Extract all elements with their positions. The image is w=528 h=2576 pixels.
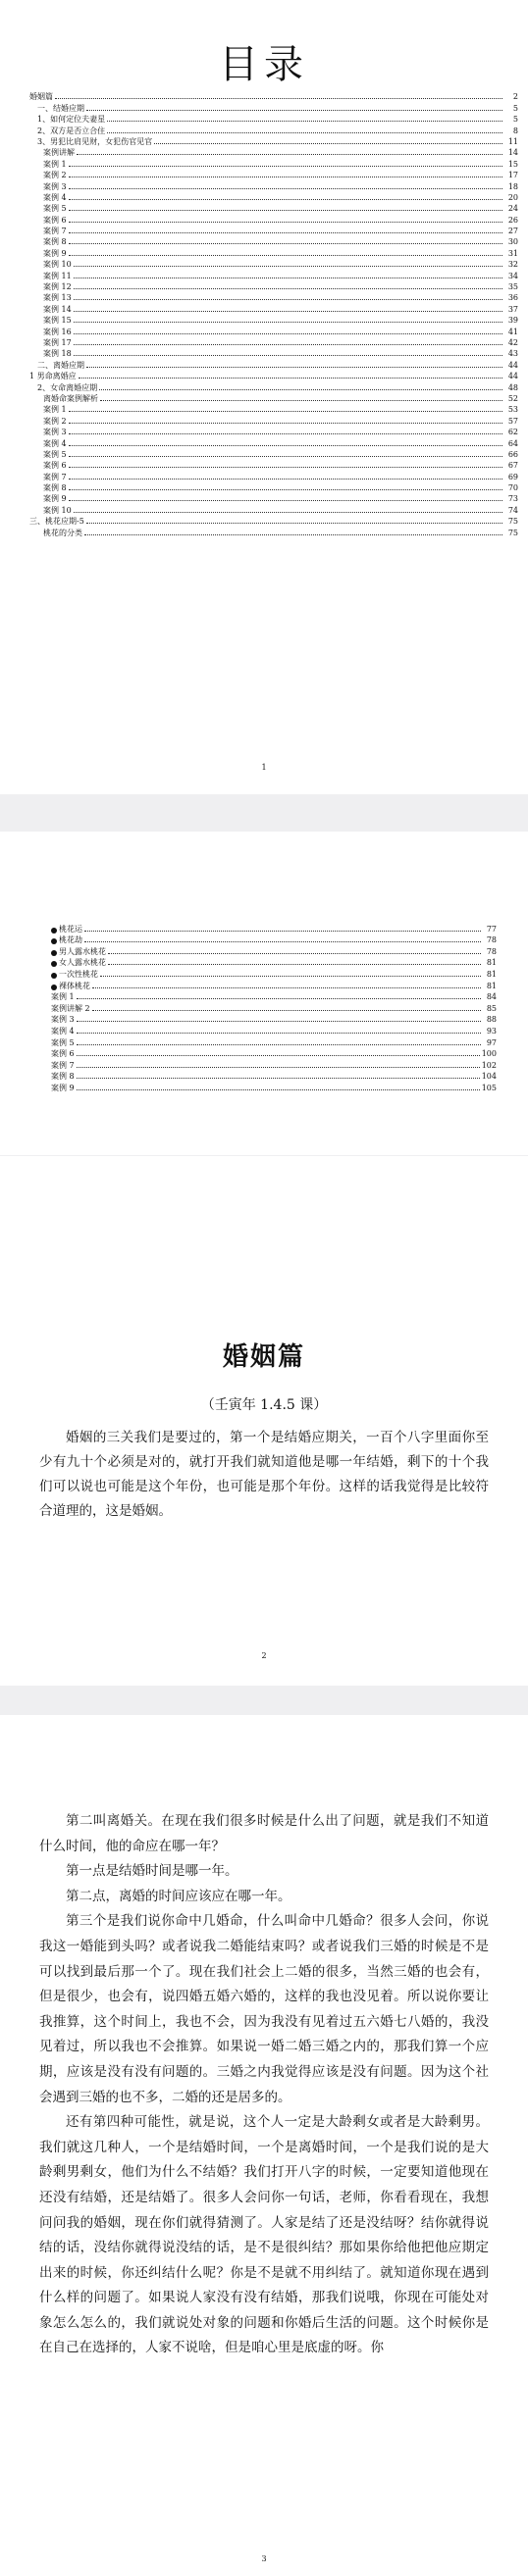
toc-entry[interactable] <box>29 503 518 514</box>
toc-leader-dots <box>77 998 481 999</box>
paragraph: 第二叫离婚关。在现在我们很多时候是什么出了问题，就是我们不知道什么时间，他的命应在哪一年？ <box>39 1813 489 1854</box>
toc-entry-page: 104 <box>481 1072 497 1082</box>
toc-leader-dots <box>74 355 502 356</box>
text-page <box>0 1715 528 2576</box>
toc-entry-page: 8 <box>512 126 518 135</box>
toc-entry[interactable] <box>51 1013 497 1025</box>
toc-entry-label: 案例 15 <box>43 316 72 326</box>
toc-entry-label: 桃花的分类 <box>43 528 82 537</box>
toc-leader-dots <box>69 166 502 167</box>
toc-entry-label: 婚姻篇 <box>29 92 53 102</box>
toc-entry-page: 78 <box>486 935 497 945</box>
toc-entry-label: 案例 5 <box>43 204 67 214</box>
toc-leader-dots <box>69 433 502 434</box>
toc-entry-page: 31 <box>507 248 518 258</box>
toc-entry-page: 35 <box>507 282 518 292</box>
toc-entry-label: 案例 9 <box>51 1083 75 1092</box>
toc-entry[interactable] <box>29 403 518 414</box>
page-gap <box>0 794 528 832</box>
toc-entry-page: 81 <box>486 958 497 968</box>
toc-entry-page: 44 <box>507 372 518 381</box>
toc-leader-dots <box>107 132 502 133</box>
toc-entry[interactable] <box>29 146 518 157</box>
toc-list <box>0 90 528 537</box>
toc-leader-dots <box>86 523 502 524</box>
toc-leader-dots <box>69 255 502 256</box>
toc-entry[interactable] <box>51 1035 497 1047</box>
toc-entry[interactable] <box>29 380 518 391</box>
toc-entry-page: 69 <box>507 472 518 481</box>
toc-entry-page: 70 <box>507 483 518 493</box>
toc-leader-dots <box>108 964 481 965</box>
toc-entry[interactable] <box>29 302 518 313</box>
toc-entry-page: 37 <box>507 304 518 314</box>
toc-page <box>0 0 528 794</box>
toc-entry[interactable] <box>29 436 518 447</box>
paragraph: 还有第四种可能性，就是说，这个人一定是大龄剩女或者是大龄剩男。我们就这几种人，一个是结婚时间，一个是离婚时间，一个是我们说的是大龄剩男剩女，他们为什么不结婚？我们打开八字的时候，一定要知道他现在还没有结婚，还是结婚了。很多人会问你一句话，老师，你看看现在，我想问问我的婚姻，现在你们就得猜测了。人家是结了还是没结呀？结你就得说结的话，没结你就得说没结的话，是不是很纠结？那如果你给他把他应期定出来的时候，你还纠结什么呢？你是不是就不用纠结了。就知道你现在遇到什么样的问题了。如果说人家没有没有结婚，那我们说哦，你现在可能处对象怎么怎么的，我们就说处对象的问题和你婚后生活的问题。这个时候你是在自己在选择的，人家不说啥，但是咱心里是底虚的呀。你 <box>39 2114 489 2356</box>
toc-entry[interactable] <box>51 1058 497 1070</box>
toc-entry-label: 案例 7 <box>43 472 67 481</box>
toc-entry[interactable] <box>29 135 518 146</box>
toc-entry-label: 裸体桃花 <box>59 981 90 990</box>
bullet-icon <box>51 973 57 979</box>
toc-entry-label: 一次性桃花 <box>59 969 98 979</box>
toc-leader-dots <box>69 411 502 412</box>
toc-entry[interactable] <box>29 202 518 213</box>
toc-entry-label: 1、如何定位夫妻星 <box>37 115 106 125</box>
toc-leader-dots <box>100 400 502 401</box>
toc-entry-page: 27 <box>507 227 518 236</box>
toc-leader-dots <box>69 489 502 490</box>
toc-entry-label: 案例 6 <box>43 215 67 225</box>
text-body <box>0 1715 528 2361</box>
toc-entry-page: 77 <box>486 924 497 934</box>
toc-leader-dots <box>77 1021 481 1022</box>
toc-entry-page: 5 <box>512 115 518 125</box>
toc-entry-page: 15 <box>507 159 518 169</box>
toc-entry-page: 88 <box>486 1015 497 1025</box>
toc-entry[interactable] <box>29 392 518 403</box>
toc-entry-label: 案例 5 <box>43 449 67 459</box>
toc-entry-label: 案例 7 <box>51 1060 75 1070</box>
toc-entry-page: 2 <box>512 92 518 102</box>
toc-entry-label: 案例 8 <box>43 483 67 493</box>
toc-leader-dots <box>84 941 481 942</box>
toc-entry-page: 81 <box>486 981 497 990</box>
section-title: 婚姻篇 <box>222 1342 305 1372</box>
toc-entry-label: 案例 18 <box>43 349 72 359</box>
toc-entry-label: 案例 4 <box>51 1026 75 1035</box>
toc-entry[interactable] <box>29 370 518 380</box>
toc-entry-page: 74 <box>507 505 518 515</box>
toc-entry-page: 17 <box>507 171 518 180</box>
toc-leader-dots <box>86 367 502 368</box>
toc-entry-label: 一、结婚应期 <box>37 103 84 113</box>
toc-entry[interactable] <box>29 314 518 325</box>
toc-entry-page: 64 <box>507 438 518 448</box>
toc-leader-dots <box>69 188 502 189</box>
toc-entry[interactable] <box>51 990 497 1002</box>
toc-entry[interactable] <box>29 101 518 112</box>
toc-entry-label: 桃花劫 <box>59 935 82 945</box>
toc-leader-dots <box>69 456 502 457</box>
toc-entry-label: 2、女命离婚应期 <box>37 382 98 392</box>
paragraph: 第一点是结婚时间是哪一年。 <box>66 1863 238 1880</box>
toc-entry-label: 案例 10 <box>43 505 72 515</box>
toc-entry[interactable] <box>29 225 518 235</box>
toc-entry[interactable] <box>29 113 518 124</box>
toc-entry-page: 75 <box>507 517 518 527</box>
toc-entry-page: 24 <box>507 204 518 214</box>
toc-entry-label: 案例 4 <box>43 192 67 202</box>
toc-entry-label: 案例 5 <box>51 1037 75 1047</box>
toc-leader-dots <box>69 210 502 211</box>
toc-entry-label: 案例 17 <box>43 337 72 347</box>
toc-entry[interactable] <box>29 124 518 134</box>
toc-entry-page: 93 <box>486 1026 497 1035</box>
toc-leader-dots <box>74 288 502 289</box>
toc-entry[interactable] <box>51 979 497 990</box>
toc-entry[interactable] <box>29 492 518 503</box>
toc-leader-dots <box>74 333 502 334</box>
toc-entry-label: 案例 9 <box>43 248 67 258</box>
toc-entry-page: 5 <box>512 103 518 113</box>
toc-entry-page: 39 <box>507 316 518 326</box>
toc-leader-dots <box>84 931 481 932</box>
toc-entry-page: 30 <box>507 237 518 247</box>
toc-leader-dots <box>69 479 502 480</box>
toc-entry[interactable] <box>29 347 518 358</box>
toc-leader-dots <box>74 299 502 300</box>
toc-leader-dots <box>77 154 502 155</box>
toc-entry[interactable] <box>29 325 518 335</box>
toc-entry-page: 62 <box>507 428 518 437</box>
bullet-icon <box>51 950 57 956</box>
toc-leader-dots <box>92 987 481 988</box>
toc-leader-dots <box>77 1067 480 1068</box>
toc-entry-label: 案例 1 <box>43 405 67 415</box>
toc-leader-dots <box>100 976 481 977</box>
toc-entry[interactable] <box>51 944 497 956</box>
toc-leader-dots <box>84 534 502 535</box>
page-number: 3 <box>261 2554 267 2563</box>
toc-entry[interactable] <box>51 1070 497 1082</box>
toc-entry-label: 案例 8 <box>51 1072 75 1082</box>
toc-leader-dots <box>69 423 502 424</box>
toc-entry-page: 75 <box>507 528 518 537</box>
toc-entry[interactable] <box>29 459 518 470</box>
toc-entry-page: 32 <box>507 260 518 270</box>
toc-entry-page: 97 <box>486 1037 497 1047</box>
toc-entry-label: 男人露水桃花 <box>59 946 106 956</box>
page-gap <box>0 1686 528 1715</box>
toc-entry-page: 84 <box>486 992 497 1002</box>
toc-entry-label: 案例 1 <box>51 992 75 1002</box>
toc-entry-page: 43 <box>507 349 518 359</box>
toc-leader-dots <box>154 143 502 144</box>
toc-entry-page: 44 <box>507 360 518 370</box>
toc-entry-label: 案例 13 <box>43 293 72 303</box>
toc-leader-dots <box>74 322 502 323</box>
toc-entry-label: 案例 3 <box>43 428 67 437</box>
toc-entry-label: 案例 16 <box>43 327 72 336</box>
toc-entry-label: 案例 9 <box>43 494 67 504</box>
toc-leader-dots <box>69 445 502 446</box>
toc-entry-page: 26 <box>507 215 518 225</box>
toc-entry-label: 三、桃花应期-5 <box>29 517 84 527</box>
toc-entry-page: 36 <box>507 293 518 303</box>
toc-entry-page: 14 <box>507 148 518 158</box>
toc-entry-page: 42 <box>507 337 518 347</box>
toc-entry[interactable] <box>29 179 518 190</box>
toc-entry-label: 案例讲解 2 <box>51 1003 90 1013</box>
toc-entry[interactable] <box>29 269 518 279</box>
toc-entry-label: 案例 6 <box>51 1049 75 1059</box>
toc-leader-dots <box>77 1078 480 1079</box>
toc-entry-label: 案例 10 <box>43 260 72 270</box>
toc-entry-label: 离婚命案例解析 <box>43 393 98 403</box>
toc-entry[interactable] <box>29 426 518 436</box>
toc-entry-label: 案例 2 <box>43 171 67 180</box>
toc-entry-page: 73 <box>507 494 518 504</box>
toc-leader-dots <box>69 222 502 223</box>
toc-entry[interactable] <box>29 358 518 369</box>
toc-leader-dots <box>69 500 502 501</box>
toc-entry[interactable] <box>29 191 518 202</box>
toc-entry-page: 48 <box>507 382 518 392</box>
toc-entry-page: 52 <box>507 393 518 403</box>
toc-entry-page: 20 <box>507 192 518 202</box>
toc-entry[interactable] <box>29 90 518 101</box>
toc-entry-label: 案例 2 <box>43 416 67 426</box>
toc-continued-page <box>0 832 528 1155</box>
section-page <box>0 1156 528 1686</box>
toc-entry-label: 1 男命离婚应 <box>29 372 77 381</box>
toc-entry-label: 桃花运 <box>59 924 82 934</box>
paragraph: 第二点，离婚的时间应该应在哪一年。 <box>66 1888 291 1904</box>
toc-entry[interactable] <box>29 336 518 347</box>
toc-leader-dots <box>74 344 502 345</box>
bullet-icon <box>51 985 57 990</box>
toc-leader-dots <box>99 389 502 390</box>
toc-leader-dots <box>74 512 502 513</box>
toc-entry-page: 53 <box>507 405 518 415</box>
paragraph: 第三个是我们说你命中几婚命，什么叫命中几婚命？很多人会问，你说我这一婚能到头吗？或者说我二婚能结束吗？或者说我们三婚的时候是不是可以找到最后那一个了。现在我们社会上二婚的很多，当然三婚的也会有，但是很少，也会有，说四婚五婚六婚的，这样的我也没见着。所以说你要让我推算，这个时间上，我也不会，因为我没有见着过五六婚七八婚的，我没见着过，所以我也不会推算。如果说一婚二婚三婚之内的，那我们算一个应期，应该是没有没有问题的。三婚之内我觉得应该是没有问题。因为这个社会遇到三婚的也不多，二婚的还是居多的。 <box>39 1913 489 2105</box>
toc-leader-dots <box>74 311 502 312</box>
toc-leader-dots <box>92 1010 481 1011</box>
page-number: 2 <box>261 1651 267 1660</box>
toc-entry-page: 41 <box>507 327 518 336</box>
toc-entry[interactable] <box>51 934 497 945</box>
toc-entry-page: 81 <box>486 969 497 979</box>
toc-entry-page: 11 <box>507 136 518 146</box>
toc-leader-dots <box>107 121 502 122</box>
page-number: 1 <box>261 763 267 772</box>
toc-entry-label: 案例 7 <box>43 227 67 236</box>
toc-leader-dots <box>69 467 502 468</box>
toc-entry[interactable] <box>29 258 518 269</box>
toc-entry-page: 34 <box>507 271 518 280</box>
toc-title: 目录 <box>219 42 309 87</box>
toc-entry[interactable] <box>51 1047 497 1059</box>
toc-entry-page: 102 <box>481 1060 497 1070</box>
toc-leader-dots <box>55 98 502 99</box>
toc-entry[interactable] <box>29 515 518 526</box>
toc-entry[interactable] <box>51 967 497 979</box>
toc-entry[interactable] <box>29 246 518 257</box>
toc-leader-dots <box>108 953 481 954</box>
toc-continued-list <box>0 832 528 1092</box>
toc-entry-label: 2、双方是否立合住 <box>37 126 106 135</box>
toc-entry[interactable] <box>51 1024 497 1035</box>
toc-entry-page: 66 <box>507 449 518 459</box>
toc-entry-label: 案例 14 <box>43 304 72 314</box>
toc-entry-label: 案例 6 <box>43 461 67 471</box>
toc-entry-label: 案例 12 <box>43 282 72 292</box>
toc-entry[interactable] <box>29 526 518 536</box>
toc-entry-page: 78 <box>486 946 497 956</box>
toc-entry-label: 案例 11 <box>43 271 72 280</box>
toc-entry[interactable] <box>29 157 518 168</box>
toc-leader-dots <box>69 199 502 200</box>
toc-entry-label: 案例 8 <box>43 237 67 247</box>
toc-leader-dots <box>79 378 502 379</box>
section-body <box>0 1414 528 1524</box>
toc-entry-label: 3、男犯比肩见财，女犯伤官见官 <box>37 136 153 146</box>
toc-entry-label: 二、离婚应期 <box>37 360 84 370</box>
toc-entry-page: 57 <box>507 416 518 426</box>
toc-entry[interactable] <box>51 922 497 934</box>
toc-entry-label: 案例 3 <box>51 1015 75 1025</box>
toc-entry-label: 案例讲解 <box>43 148 75 158</box>
toc-entry[interactable] <box>29 213 518 224</box>
toc-leader-dots <box>69 232 502 233</box>
toc-entry-page: 67 <box>507 461 518 471</box>
toc-leader-dots <box>77 1055 480 1056</box>
section-subtitle: （壬寅年 1.4.5 课） <box>200 1397 328 1413</box>
toc-entry-label: 案例 3 <box>43 181 67 191</box>
toc-entry[interactable] <box>29 291 518 302</box>
toc-entry[interactable] <box>29 414 518 425</box>
toc-entry[interactable] <box>29 481 518 492</box>
paragraph: 婚姻的三关我们是要过的，第一个是结婚应期关，一百个八字里面你至少有九十个必须是对的，就打开我们就知道他是哪一年结婚，剩下的十个我们可以说也可能是这个年份，也可能是那个年份。这样的话我觉得是比较符合道理的，这是婚姻。 <box>39 1430 489 1519</box>
toc-entry-page: 105 <box>481 1083 497 1092</box>
toc-leader-dots <box>69 243 502 244</box>
toc-entry[interactable] <box>29 169 518 179</box>
toc-entry-page: 100 <box>481 1049 497 1059</box>
toc-entry-page: 18 <box>507 181 518 191</box>
toc-entry-page: 85 <box>486 1003 497 1013</box>
toc-entry-label: 女人露水桃花 <box>59 958 106 968</box>
toc-entry[interactable] <box>29 280 518 291</box>
toc-leader-dots <box>74 266 502 267</box>
toc-leader-dots <box>77 1044 481 1045</box>
toc-entry[interactable] <box>29 235 518 246</box>
toc-leader-dots <box>86 110 502 111</box>
toc-entry[interactable] <box>51 1001 497 1013</box>
toc-entry-label: 案例 4 <box>43 438 67 448</box>
toc-entry[interactable] <box>51 956 497 968</box>
toc-leader-dots <box>77 1033 481 1034</box>
toc-entry[interactable] <box>29 448 518 459</box>
toc-entry[interactable] <box>51 1081 497 1092</box>
toc-entry-label: 案例 1 <box>43 159 67 169</box>
toc-entry[interactable] <box>29 470 518 480</box>
bullet-icon <box>51 928 57 934</box>
toc-leader-dots <box>77 1089 480 1090</box>
